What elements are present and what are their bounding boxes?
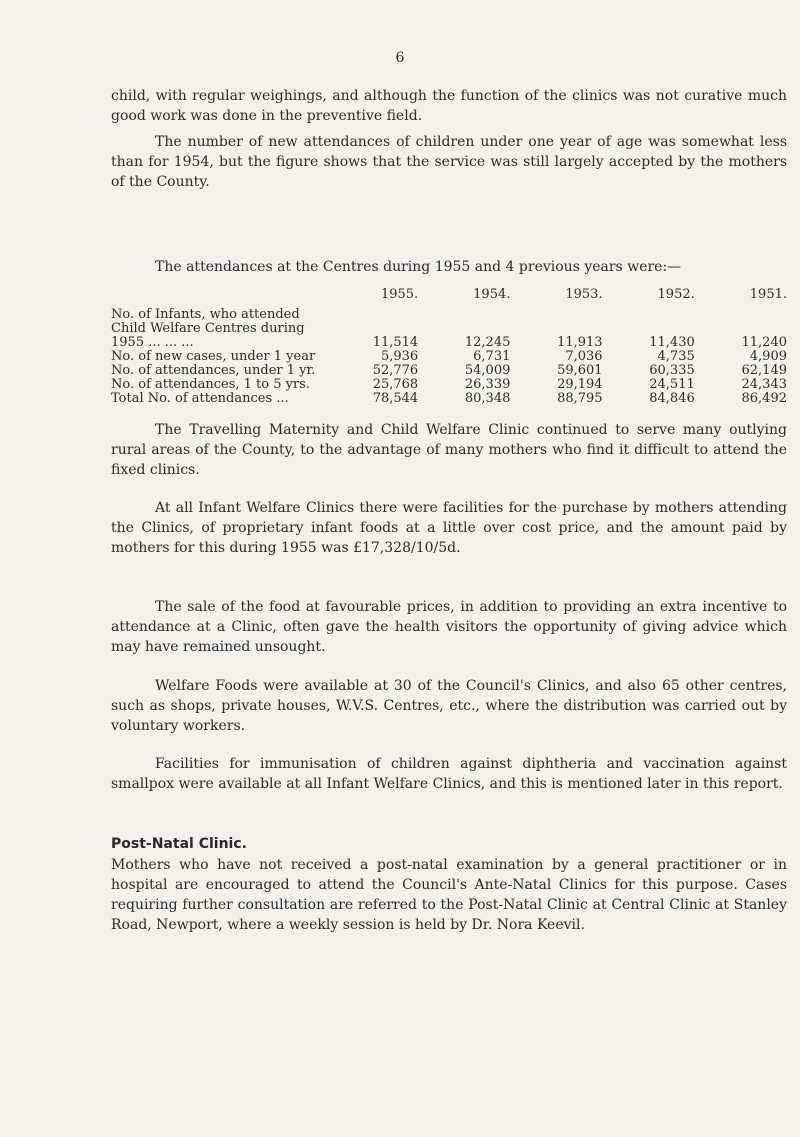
table-cell: 11,913 [557, 335, 603, 350]
table-row [111, 392, 793, 406]
table-cell: 5,936 [380, 349, 419, 364]
table-cell: 24,511 [649, 377, 695, 392]
table-cell: 52,776 [372, 363, 419, 378]
table-cell: 62,149 [741, 363, 787, 378]
table-cell: 4,735 [657, 349, 695, 364]
table-cell: 80,348 [464, 391, 511, 406]
table-cell: 29,194 [557, 377, 603, 392]
table-cell: 4,909 [749, 349, 787, 364]
table-cell: 84,846 [649, 391, 695, 406]
paragraph-infant-foods: At all Infant Welfare Clinics there were facilities for the purchase by mothers attending the Clinics, of proprietary infant foods at a little over cost price, and the amount paid by mothers for this during 1955 was £17,328/10/5d. [111, 500, 787, 556]
table-row [111, 308, 793, 350]
table-cell: 11,514 [372, 335, 419, 350]
table-cell: 25,768 [372, 377, 419, 392]
table-cell: 24,343 [741, 377, 787, 392]
row-label: No. of attendances, 1 to 5 yrs. [111, 377, 310, 392]
year-header: 1951. [749, 287, 787, 302]
table-cell: 11,430 [649, 335, 695, 350]
row-label: No. of attendances, under 1 yr. [111, 363, 316, 378]
table-row [111, 350, 793, 364]
year-header: 1953. [565, 287, 603, 302]
section-heading-post-natal: Post-Natal Clinic. [111, 836, 247, 852]
paragraph-food-sale: The sale of the food at favourable prices, in addition to providing an extra incentive to attendance at a Clinic, often gave the health visitors the opportunity of giving advice which may have remained unsought. [111, 599, 787, 655]
table-cell: 59,601 [557, 363, 603, 378]
paragraph-welfare-foods: Welfare Foods were available at 30 of the Council's Clinics, and also 65 other centres, such as shops, private houses, W.V.S. Centres, etc., where the distribution was carried out by voluntary workers. [111, 678, 787, 734]
table-cell: 26,339 [464, 377, 511, 392]
table-cell: 7,036 [565, 349, 603, 364]
table-cell: 86,492 [741, 391, 787, 406]
table-cell: 6,731 [473, 349, 511, 364]
paragraph-immunisation: Facilities for immunisation of children against diphtheria and vaccination against smallpox were available at all Infant Welfare Clinics, and this is mentioned later in this report. [111, 756, 787, 792]
table-cell: 88,795 [557, 391, 603, 406]
table-cell: 60,335 [649, 363, 695, 378]
table-cell: 54,009 [464, 363, 511, 378]
row-label: No. of new cases, under 1 year [111, 349, 316, 364]
attendance-table [111, 288, 793, 406]
table-cell: 78,544 [372, 391, 419, 406]
page-number: 6 [395, 50, 405, 66]
table-row [111, 378, 793, 392]
paragraph-new-attendances: The number of new attendances of children under one year of age was somewhat less than for 1954, but the figure shows that the service was still largely accepted by the mothers of the County. [111, 134, 787, 190]
year-header: 1955. [380, 287, 419, 302]
year-header: 1954. [473, 287, 511, 302]
table-row [111, 364, 793, 378]
paragraph-travelling-clinic: The Travelling Maternity and Child Welfare Clinic continued to serve many outlying rural areas of the County, to the advantage of many mothers who find it difficult to attend the fixed clinics. [111, 422, 787, 478]
table-cell: 12,245 [464, 335, 511, 350]
paragraph-clinic-function: child, with regular weighings, and although the function of the clinics was not curative much good work was done in the preventive field. [111, 88, 787, 124]
row-label: Total No. of attendances ... [111, 391, 289, 406]
year-header: 1952. [657, 287, 695, 302]
table-header-row [111, 288, 793, 308]
table-header-blank [111, 288, 332, 308]
table-cell: 11,240 [741, 335, 787, 350]
paragraph-post-natal: Mothers who have not received a post-natal examination by a general practitioner or in hospital are encouraged to attend the Council's Ante-Natal Clinics for this purpose. Cases requiring further consultation are referred to the Post-Natal Clinic at Central Clinic at Stanley Road, Newport, where a weekly session is held by Dr. Nora Keevil. [111, 857, 787, 933]
paragraph-table-intro: The attendances at the Centres during 1955 and 4 previous years were:— [155, 259, 682, 275]
row-label: No. of Infants, who attended Child Welfare Centres during 1955 ... ... ... [111, 307, 305, 350]
